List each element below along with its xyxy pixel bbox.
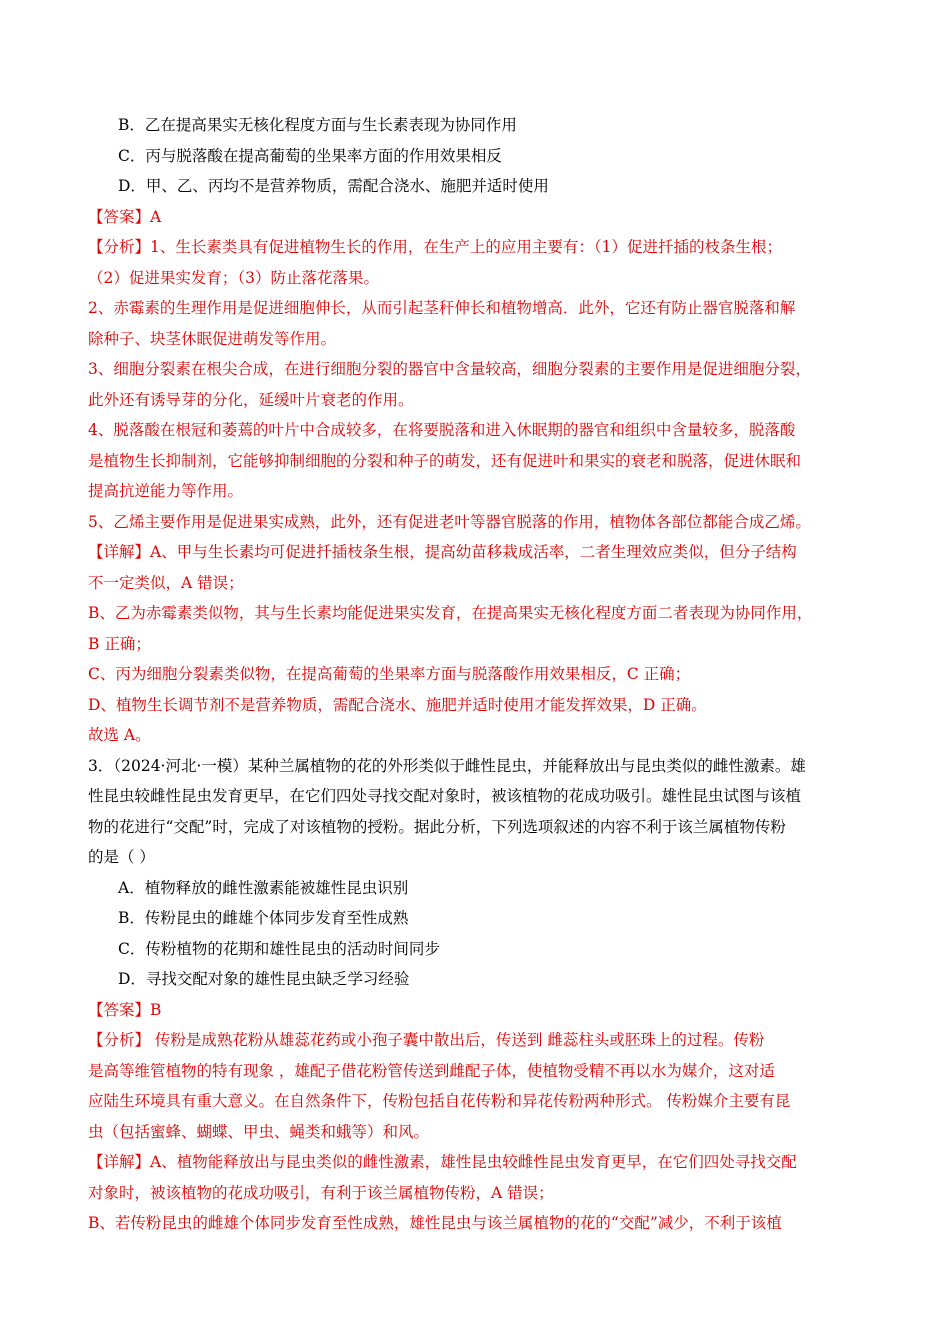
analysis-line: 除种子、块茎休眠促进萌发等作用。: [88, 329, 337, 348]
detail-line: B、乙为赤霉素类似物，其与生长素均能促进果实发育，在提高果实无核化程度方面二者表现为协同作用，: [88, 604, 813, 622]
detail-line: B 正确；: [88, 634, 151, 653]
option-c: C．丙与脱落酸在提高葡萄的坐果率方面的作用效果相反: [118, 146, 502, 165]
analysis-line: 2、赤霉素的生理作用是促进细胞伸长，从而引起茎秆伸长和植物增高．此外，它还有防止器官脱落和解: [88, 299, 796, 317]
analysis-line: 5、乙烯主要作用是促进果实成熟，此外，还有促进老叶等器官脱落的作用，植物体各部位都能合成乙烯。: [88, 512, 811, 531]
q3-detail-line: B、若传粉昆虫的雌雄个体同步发育至性成熟，雄性昆虫与该兰属植物的花的“交配”减少，不利于该植: [88, 1214, 782, 1232]
option-d: D．甲、乙、丙均不是营养物质，需配合浇水、施肥并适时使用: [118, 177, 549, 195]
analysis-line: 提高抗逆能力等作用。: [88, 482, 244, 500]
detail-line: 不一定类似，A 错误；: [88, 573, 244, 592]
q3-analysis-line: 虫（包括蜜蜂、蝴蝶、甲虫、蝇类和蛾等）和风。: [88, 1122, 430, 1141]
q3-detail-line: 对象时，被该植物的花成功吸引，有利于该兰属植物传粉，A 错误；: [88, 1183, 554, 1202]
answer-label: 【答案】A: [88, 207, 162, 226]
q3-analysis-line: 应陆生环境具有重大意义。在自然条件下，传粉包括自花传粉和异花传粉两种形式。 传粉媒介主要有昆: [88, 1092, 791, 1110]
q3-option-a: A．植物释放的雌性激素能被雄性昆虫识别: [118, 878, 409, 897]
q3-option-d: D．寻找交配对象的雄性昆虫缺乏学习经验: [118, 970, 410, 988]
detail-line: D、植物生长调节剂不是营养物质，需配合浇水、施肥并适时使用才能发挥效果，D 正确。: [88, 695, 707, 714]
q3-analysis-line: 是高等维管植物的特有现象 ，雄配子借花粉管传送到雌配子体，使植物受精不再以水为媒介，这对适: [88, 1061, 775, 1080]
analysis-line: 是植物生长抑制剂，它能够抑制细胞的分裂和种子的萌发，还有促进叶和果实的衰老和脱落，促进休眠和: [88, 451, 802, 470]
question-stem: 的是（ ）: [88, 848, 155, 866]
detail-line: C、丙为细胞分裂素类似物，在提高葡萄的坐果率方面与脱落酸作用效果相反，C 正确；: [88, 665, 691, 683]
analysis-line: 【分析】1、生长素类具有促进植物生长的作用，在生产上的应用主要有：（1）促进扦插的枝条生根；: [88, 238, 782, 256]
analysis-line: 4、脱落酸在根冠和萎蔫的叶片中合成较多，在将要脱落和进入休眠期的器官和组织中含量较多，脱落酸: [88, 421, 796, 439]
analysis-line: 3、细胞分裂素在根尖合成，在进行细胞分裂的器官中含量较高，细胞分裂素的主要作用是促进细胞分裂，: [88, 360, 811, 378]
question-stem: 3．（2024·河北·一模）某种兰属植物的花的外形类似于雌性昆虫，并能释放出与昆虫类似的雌性激素。雄: [88, 756, 806, 775]
analysis-line: 此外还有诱导芽的分化，延缓叶片衰老的作用。: [88, 390, 414, 409]
question-stem: 性昆虫较雌性昆虫发育更早，在它们四处寻找交配对象时，被该植物的花成功吸引。雄性昆虫试图与该植: [88, 787, 802, 805]
q3-analysis-line: 【分析】 传粉是成熟花粉从雄蕊花药或小孢子囊中散出后，传送到 雌蕊柱头或胚珠上的过程。传粉: [88, 1031, 765, 1049]
q3-answer-label: 【答案】B: [88, 1000, 162, 1019]
detail-line: 【详解】A、甲与生长素均可促进扦插枝条生根，提高幼苗移栽成活率，二者生理效应类似，但分子结构: [88, 543, 797, 561]
question-stem: 物的花进行“交配”时，完成了对该植物的授粉。据此分析，下列选项叙述的内容不利于该兰属植物传粉: [88, 817, 786, 836]
conclusion-line: 故选 A。: [88, 726, 151, 744]
q3-option-b: B．传粉昆虫的雌雄个体同步发育至性成熟: [118, 909, 409, 927]
q3-detail-line: 【详解】A、植物能释放出与昆虫类似的雌性激素，雄性昆虫较雌性昆虫发育更早，在它们四处寻找交配: [88, 1153, 797, 1171]
option-b: B．乙在提高果实无核化程度方面与生长素表现为协同作用: [118, 116, 517, 134]
q3-option-c: C．传粉植物的花期和雄性昆虫的活动时间同步: [118, 939, 440, 958]
document-page: [88, 110, 868, 1239]
analysis-line: （2）促进果实发育；（3）防止落花落果。: [88, 268, 379, 287]
